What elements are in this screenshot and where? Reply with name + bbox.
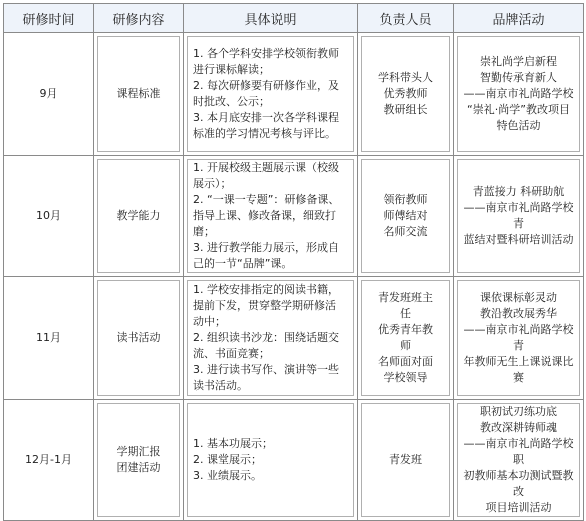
cell-details-line: 读书活动。 bbox=[193, 379, 248, 392]
cell-staff bbox=[358, 156, 454, 277]
cell-details-line: 3. 进行教学能力展示，形成自 bbox=[193, 241, 339, 254]
cell-brand bbox=[454, 156, 584, 277]
table-row bbox=[4, 156, 584, 277]
cell-details-line: 1. 基本功展示； bbox=[193, 437, 273, 450]
cell-time: 9月 bbox=[4, 33, 94, 156]
cell-brand-box bbox=[457, 403, 580, 517]
cell-brand-line: 课依课标彰灵动 bbox=[480, 291, 557, 304]
cell-details-line: 1. 学校安排指定的阅读书籍， bbox=[193, 283, 339, 296]
header-staff: 负责人员 bbox=[358, 4, 454, 33]
cell-brand-line: ——南京市礼尚路学校青 bbox=[463, 201, 574, 230]
cell-details-line: 2. 每次研修要有研修作业，及 bbox=[193, 79, 339, 92]
cell-content-box bbox=[97, 280, 180, 396]
cell-details-line: 2. “一课一专题”：研修备课、 bbox=[193, 193, 340, 206]
cell-brand bbox=[454, 400, 584, 521]
cell-details-box bbox=[187, 280, 354, 396]
cell-content-line: 读书活动 bbox=[116, 331, 161, 344]
cell-details-line: 2. 组织读书沙龙：围绕话题交 bbox=[193, 331, 339, 344]
cell-staff-line: 优秀青年教 bbox=[378, 323, 433, 336]
cell-content bbox=[94, 33, 184, 156]
cell-content-box bbox=[97, 403, 180, 517]
header-details: 具体说明 bbox=[184, 4, 358, 33]
cell-staff-line: 名师面对面 bbox=[378, 355, 433, 368]
cell-staff-line: 任 bbox=[400, 307, 411, 320]
cell-brand-line: 教沿教改展秀华 bbox=[480, 307, 557, 320]
cell-brand-line: 智勤传承育新人 bbox=[480, 71, 557, 84]
cell-staff-line: 学科带头人 bbox=[378, 71, 433, 84]
cell-details bbox=[184, 400, 358, 521]
cell-details-box bbox=[187, 36, 354, 152]
cell-brand-line: 初教师基本功测试暨教改 bbox=[463, 469, 574, 498]
cell-staff-line: 名师交流 bbox=[383, 225, 428, 238]
cell-content-line: 课程标准 bbox=[116, 87, 161, 100]
cell-details-line: 3. 业绩展示。 bbox=[193, 469, 262, 482]
cell-details-line: 1. 开展校级主题展示课（校级 bbox=[193, 161, 339, 174]
cell-staff-line: 青发班 bbox=[389, 453, 422, 466]
cell-time: 10月 bbox=[4, 156, 94, 277]
cell-staff-line: 师 bbox=[400, 339, 411, 352]
header-content: 研修内容 bbox=[94, 4, 184, 33]
table-row bbox=[4, 277, 584, 400]
cell-brand bbox=[454, 277, 584, 400]
cell-staff-line: 学校领导 bbox=[383, 371, 428, 384]
cell-brand-line: ——南京市礼尚路学校 bbox=[463, 87, 574, 100]
cell-staff-line: 教研组长 bbox=[383, 103, 428, 116]
cell-brand-box bbox=[457, 159, 580, 273]
cell-details-line: 时批改、公示； bbox=[193, 95, 270, 108]
cell-brand-line: “崇礼·尚学”教改项目 bbox=[467, 103, 570, 116]
cell-content-box bbox=[97, 36, 180, 152]
cell-brand-line: 蓝结对暨科研培训活动 bbox=[463, 233, 574, 246]
cell-details-line: 2. 课堂展示； bbox=[193, 453, 262, 466]
cell-details bbox=[184, 277, 358, 400]
cell-brand-line: 年教师无生上课说课比赛 bbox=[463, 355, 574, 384]
cell-details-line: 提前下发，贯穿整学期研修活 bbox=[193, 299, 336, 312]
cell-details bbox=[184, 33, 358, 156]
cell-brand-line: 崇礼尚学启新程 bbox=[480, 55, 557, 68]
cell-staff-line: 领衔教师 bbox=[383, 193, 428, 206]
cell-brand-box bbox=[457, 36, 580, 152]
cell-details-line: 流、书面竞赛； bbox=[193, 347, 270, 360]
table-row bbox=[4, 33, 584, 156]
header-brand: 品牌活动 bbox=[454, 4, 584, 33]
cell-staff-box bbox=[361, 403, 450, 517]
cell-details-line: 动中； bbox=[193, 315, 226, 328]
cell-details-line: 标准的学习情况考核与评比。 bbox=[193, 127, 336, 140]
cell-brand-line: 特色活动 bbox=[496, 119, 541, 132]
cell-staff bbox=[358, 33, 454, 156]
cell-time: 11月 bbox=[4, 277, 94, 400]
cell-brand-line: 青蓝接力 科研助航 bbox=[472, 185, 565, 198]
cell-details bbox=[184, 156, 358, 277]
cell-content-line: 学期汇报 bbox=[116, 445, 161, 458]
table-row bbox=[4, 400, 584, 521]
cell-content-line: 教学能力 bbox=[116, 209, 161, 222]
cell-details-line: 3. 本月底安排一次各学科课程 bbox=[193, 111, 339, 124]
cell-staff-box bbox=[361, 280, 450, 396]
cell-brand-line: 项目培训活动 bbox=[485, 501, 552, 514]
header-time: 研修时间 bbox=[4, 4, 94, 33]
cell-details-line: 磨； bbox=[193, 225, 215, 238]
cell-details-line: 己的一节“品牌”课。 bbox=[193, 257, 293, 270]
cell-staff bbox=[358, 400, 454, 521]
cell-time: 12月-1月 bbox=[4, 400, 94, 521]
cell-brand-line: 教改深耕铸师魂 bbox=[480, 421, 557, 434]
cell-brand-line: 职初试刃练功底 bbox=[480, 405, 557, 418]
cell-details-box bbox=[187, 403, 354, 517]
cell-staff-line: 优秀教师 bbox=[383, 87, 428, 100]
cell-content-box bbox=[97, 159, 180, 273]
cell-content bbox=[94, 277, 184, 400]
cell-brand-box bbox=[457, 280, 580, 396]
cell-staff-box bbox=[361, 159, 450, 273]
cell-staff-line: 师傅结对 bbox=[383, 209, 428, 222]
cell-brand-line: ——南京市礼尚路学校青 bbox=[463, 323, 574, 352]
training-schedule-table bbox=[3, 3, 584, 521]
cell-details-line: 指导上课、修改备课，细致打 bbox=[193, 209, 336, 222]
cell-staff bbox=[358, 277, 454, 400]
cell-staff-box bbox=[361, 36, 450, 152]
cell-brand bbox=[454, 33, 584, 156]
cell-staff-line: 青发班班主 bbox=[378, 291, 433, 304]
cell-details-line: 3. 进行读书写作、演讲等一些 bbox=[193, 363, 339, 376]
cell-content-line: 团建活动 bbox=[116, 461, 161, 474]
cell-details-line: 展示）； bbox=[193, 177, 232, 190]
cell-details-box bbox=[187, 159, 354, 273]
header-row bbox=[4, 4, 584, 33]
cell-content bbox=[94, 156, 184, 277]
cell-content bbox=[94, 400, 184, 521]
cell-details-line: 进行课标解读； bbox=[193, 63, 270, 76]
cell-brand-line: ——南京市礼尚路学校职 bbox=[463, 437, 574, 466]
cell-details-line: 1. 各个学科安排学校领衔教师 bbox=[193, 47, 339, 60]
